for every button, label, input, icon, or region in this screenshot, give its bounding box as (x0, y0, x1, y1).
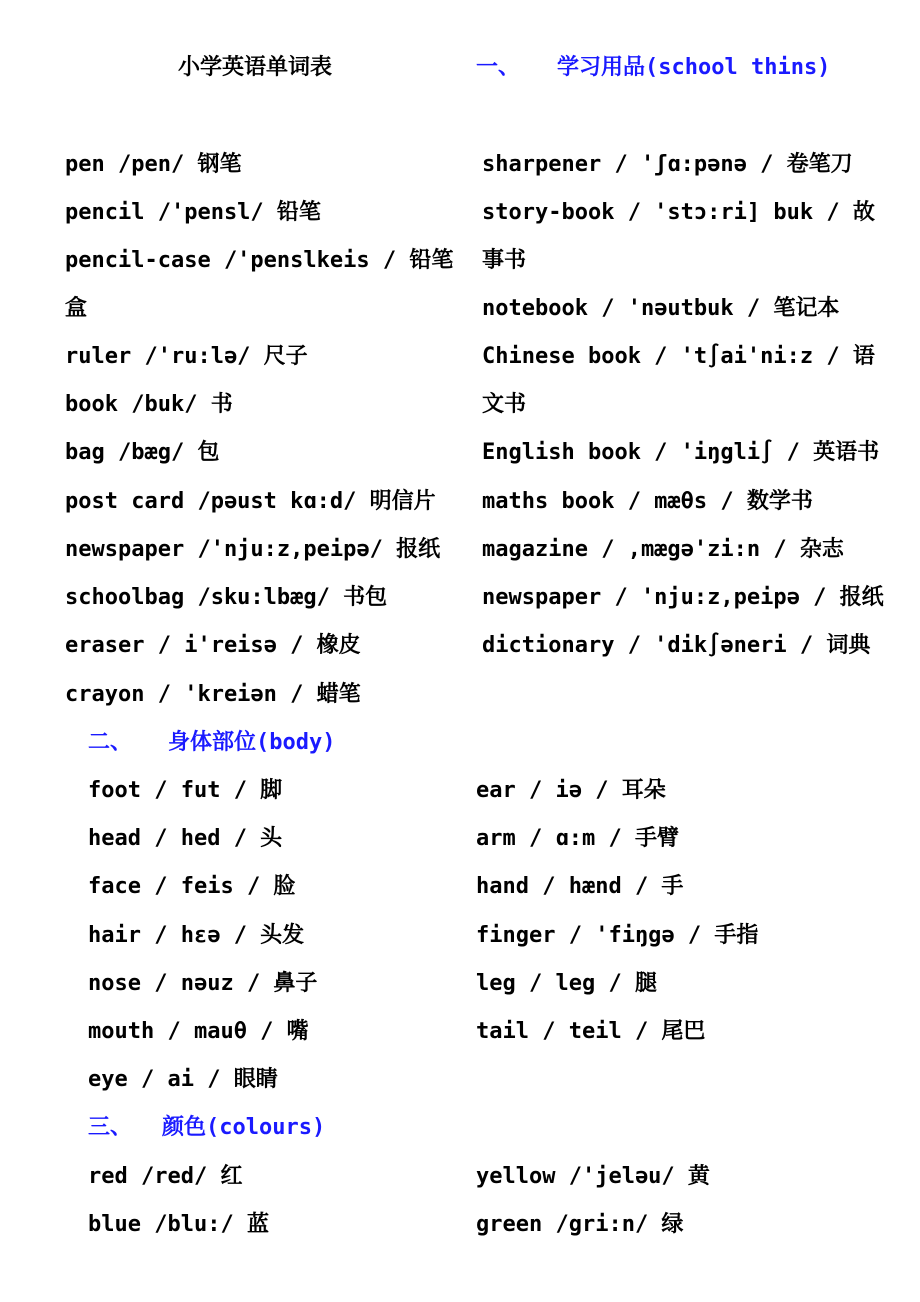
word-entry: ruler /'ru:lə/ 尺子 (65, 344, 308, 369)
word-entry: hair / hεə / 头发 (88, 923, 305, 948)
word-entry: head / hed / 头 (88, 826, 283, 851)
word-entry: sharpener / 'ʃɑ:pənə / 卷笔刀 (482, 152, 853, 177)
word-entry: schoolbag /sku:lbæg/ 书包 (65, 585, 388, 610)
word-entry: post card /pəust kɑ:d/ 明信片 (65, 489, 436, 514)
section-3-number: 三、 (88, 1115, 133, 1140)
word-entry: maths book / mæθs / 数学书 (482, 489, 813, 514)
section-1-number: 一、 (476, 55, 521, 80)
word-entry: pencil /'pensl/ 铅笔 (65, 200, 321, 225)
word-entry: mouth / mauθ / 嘴 (88, 1019, 309, 1044)
word-entry: newspaper / 'nju:z,peipə / 报纸 (482, 585, 884, 610)
word-entry: crayon / 'kreiən / 蜡笔 (65, 682, 361, 707)
word-entry: green /gri:n/ 绿 (476, 1212, 684, 1237)
word-entry-continuation: 文书 (482, 392, 527, 417)
word-entry: nose / nəuz / 鼻子 (88, 971, 318, 996)
word-entry: English book / 'iŋgli∫ / 英语书 (482, 440, 880, 465)
word-entry: finger / 'fiŋgə / 手指 (476, 923, 759, 948)
word-entry: newspaper /'nju:z,peipə/ 报纸 (65, 537, 441, 562)
word-entry: book /buk/ 书 (65, 392, 233, 417)
word-entry: arm / ɑ:m / 手臂 (476, 826, 679, 851)
word-entry: face / feis / 脸 (88, 874, 296, 899)
doc-title: 小学英语单词表 (178, 55, 333, 80)
word-entry: bag /bæg/ 包 (65, 440, 220, 465)
word-entry-continuation: 盒 (65, 296, 88, 321)
word-entry: ear / iə / 耳朵 (476, 778, 666, 803)
word-entry: foot / fut / 脚 (88, 778, 283, 803)
word-entry: magazine / ,mægə'zi:n / 杂志 (482, 537, 844, 562)
word-entry: dictionary / 'dik∫əneri / 词典 (482, 633, 871, 658)
section-2-title: 身体部位(body) (168, 730, 336, 755)
word-entry: red /red/ 红 (88, 1164, 243, 1189)
word-entry: story-book / 'stɔ:ri] buk / 故 (482, 200, 875, 225)
word-entry: Chinese book / 't∫ai'ni:z / 语 (482, 344, 875, 369)
word-entry: eye / ai / 眼睛 (88, 1067, 278, 1092)
word-entry: pencil-case /'penslkeis / 铅笔 (65, 248, 454, 273)
word-entry: pen /pen/ 钢笔 (65, 152, 242, 177)
word-entry: eraser / i'reisə / 橡皮 (65, 633, 361, 658)
word-entry: yellow /'jeləu/ 黄 (476, 1164, 710, 1189)
word-entry: tail / teil / 尾巴 (476, 1019, 706, 1044)
section-1-title: 学习用品(school thins) (557, 55, 831, 80)
section-3-title: 颜色(colours) (162, 1115, 326, 1140)
word-entry: notebook / 'nəutbuk / 笔记本 (482, 296, 840, 321)
word-entry: blue /blu:/ 蓝 (88, 1212, 269, 1237)
word-entry: hand / hænd / 手 (476, 874, 684, 899)
word-entry-continuation: 事书 (482, 248, 527, 273)
word-entry: leg / leg / 腿 (476, 971, 657, 996)
section-2-number: 二、 (88, 730, 133, 755)
